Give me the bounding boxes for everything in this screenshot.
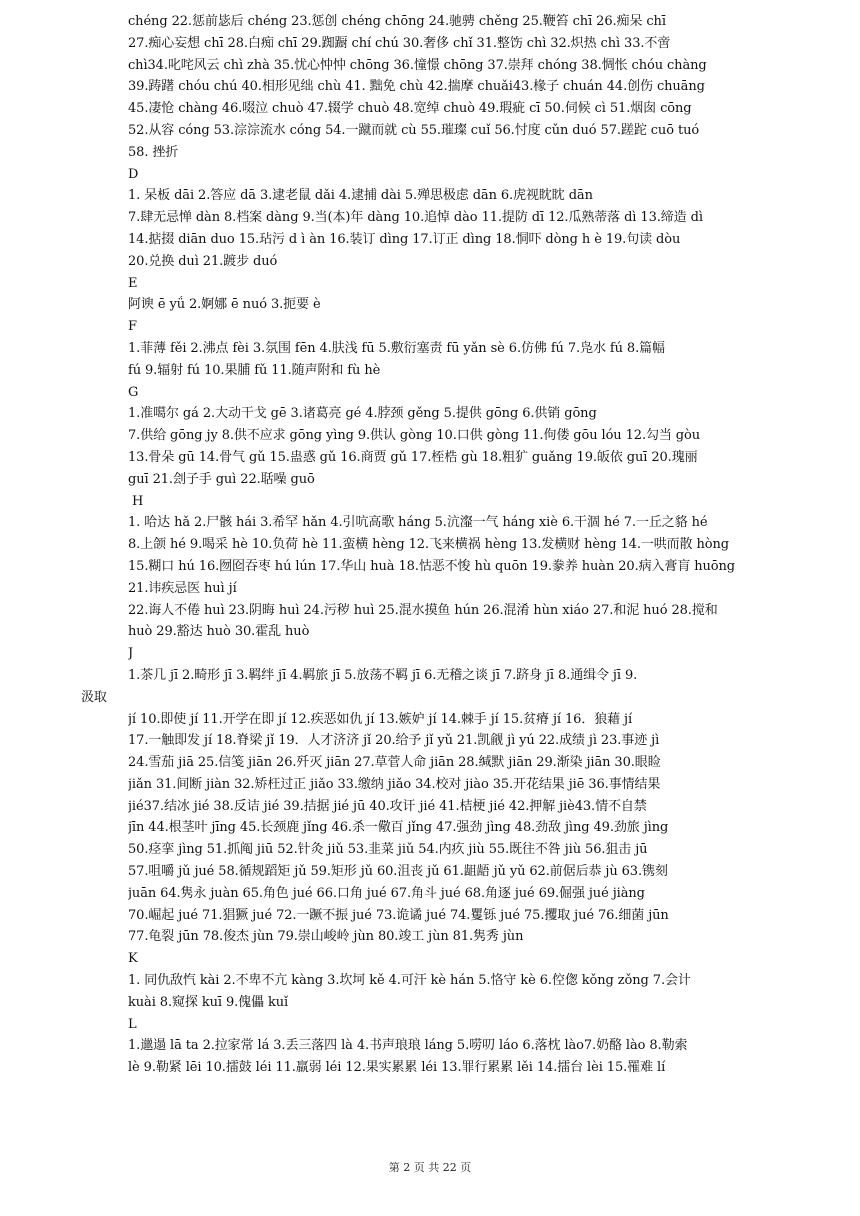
vocabulary-line: jiǎn 31.间断 jiàn 32.矫枉过正 jiǎo 33.缴纳 jiǎo 34.校对 jiào 35.开花结果 jiē 36.事情结果 — [128, 776, 661, 792]
vocabulary-line: kuài 8.窥探 kuī 9.傀儡 kuǐ — [128, 994, 289, 1010]
vocabulary-line: 22.诲人不倦 huì 23.阴晦 huì 24.污秽 huì 25.混水摸鱼 hún 26.混淆 hùn xiáo 27.和泥 huó 28.搅和 — [128, 602, 718, 618]
vocabulary-line: chì34.叱咤风云 chì zhà 35.忧心忡忡 chōng 36.憧憬 chōng 37.崇拜 chóng 38.惆怅 chóu chàng — [128, 57, 707, 73]
section-heading: H — [132, 493, 144, 509]
vocabulary-line: juān 64.隽永 juàn 65.角色 jué 66.口角 jué 67.角斗 jué 68.角逐 jué 69.倔强 jué jiàng — [128, 885, 645, 901]
vocabulary-line: 1.邋遢 lā ta 2.拉家常 lá 3.丢三落四 là 4.书声琅琅 láng 5.唠叨 láo 6.落枕 lào7.奶酪 lào 8.勒索 — [128, 1038, 688, 1054]
vocabulary-line: 15.糊口 hú 16.囫囵吞枣 hú lún 17.华山 huà 18.怙恶不悛 hù quōn 19.豢养 huàn 20.病入膏肓 huōng — [128, 558, 736, 574]
vocabulary-line: jí 10.即使 jí 11.开学在即 jí 12.疾恶如仇 jí 13.嫉妒 jí 14.棘手 jí 15.贫瘠 jí 16．狼藉 jí — [128, 711, 633, 727]
page-footer: 第 2 页 共 22 页 — [388, 1161, 472, 1174]
vocabulary-line: 7.肆无忌惮 dàn 8.档案 dàng 9.当(本)年 dàng 10.追悼 dào 11.提防 dī 12.瓜熟蒂落 dì 13.缔造 dì — [128, 210, 703, 226]
vocabulary-line: chéng 22.惩前毖后 chéng 23.惩创 chéng chōng 24.驰骋 chěng 25.鞭笞 chī 26.痴呆 chī — [128, 14, 666, 29]
vocabulary-line: 50.痉挛 jìng 51.抓阄 jiū 52.针灸 jiǔ 53.韭菜 jiǔ 54.内疚 jiù 55.既往不咎 jiù 56.狙击 jū — [128, 842, 648, 858]
vocabulary-line: 8.上颌 hé 9.喝采 hè 10.负荷 hè 11.蛮横 hèng 12.飞来横祸 hèng 13.发横财 hèng 14.一哄而散 hòng — [128, 537, 729, 553]
vocabulary-line: 1. 呆板 dāi 2.答应 dā 3.逮老鼠 dǎi 4.逮捕 dài 5.殚思极虑 dān 6.虎视眈眈 dān — [128, 188, 593, 204]
vocabulary-line: 39.踌躇 chóu chú 40.相形见绌 chù 41. 黜免 chù 42.揣摩 chuǎi43.椽子 chuán 44.创伤 chuāng — [128, 79, 705, 95]
vocabulary-line: 20.兑换 duì 21.踱步 duó — [128, 253, 278, 269]
vocabulary-line: 17.一触即发 jí 18.脊梁 jǐ 19．人才济济 jǐ 20.给予 jǐ yǔ 21.凯觎 jì yú 22.成绩 jì 23.事迹 jì — [128, 733, 660, 749]
vocabulary-line: 27.痴心妄想 chī 28.白痴 chī 29.踟蹰 chí chú 30.奢侈 chǐ 31.整饬 chì 32.炽热 chì 33.不啻 — [128, 35, 671, 51]
vocabulary-line: 77.龟裂 jūn 78.俊杰 jùn 79.崇山峻岭 jùn 80.竣工 jùn 81.隽秀 jùn — [128, 929, 524, 945]
vocabulary-line: 1.准噶尔 gá 2.大动干戈 gē 3.诸葛亮 gé 4.脖颈 gěng 5.提供 gōng 6.供销 gōng — [128, 406, 597, 422]
vocabulary-line: 52.从容 cóng 53.淙淙流水 cóng 54.一蹴而就 cù 55.璀璨 cuǐ 56.忖度 cǔn duó 57.蹉跎 cuō tuó — [128, 122, 700, 138]
vocabulary-line: 45.凄怆 chàng 46.啜泣 chuò 47.辍学 chuò 48.宽绰 chuò 49.瑕疵 cī 50.伺候 cì 51.烟囱 cōng — [128, 101, 692, 117]
section-heading: G — [128, 384, 139, 400]
vocabulary-line: 70.崛起 jué 71.猖獗 jué 72.一蹶不振 jué 73.诡谲 jué 74.矍铄 jué 75.攫取 jué 76.细菌 jūn — [128, 907, 669, 923]
vocabulary-line: 57.咀嚼 jǔ jué 58.循规蹈矩 jǔ 59.矩形 jǔ 60.沮丧 jǔ 61.龃龉 jǔ yǔ 62.前倨后恭 jù 63.镌刻 — [128, 864, 668, 880]
vocabulary-line: 58. 挫折 — [128, 144, 179, 160]
vocabulary-line: 7.供给 gōng jy 8.供不应求 gōng yìng 9.供认 gòng 10.口供 gòng 11.佝偻 gōu lóu 12.勾当 gòu — [128, 428, 701, 444]
vocabulary-line: 1. 哈达 hǎ 2.尸骸 hái 3.希罕 hǎn 4.引吭高歌 háng 5.沆瀣一气 háng xiè 6.干涸 hé 7.一丘之貉 hé — [128, 515, 708, 531]
vocabulary-line: 1.菲薄 fěi 2.沸点 fèi 3.氛围 fēn 4.肤浅 fū 5.敷衍塞责 fū yǎn sè 6.仿佛 fú 7.凫水 fú 8.篇幅 — [128, 340, 665, 356]
vocabulary-line: jīn 44.根茎叶 jīng 45.长颈鹿 jǐng 46.杀一儆百 jǐng 47.强劲 jìng 48.劲敌 jìng 49.劲旅 jìng — [128, 820, 669, 836]
vocabulary-line: 1. 同仇敌忾 kài 2.不卑不亢 kàng 3.坎坷 kě 4.可汗 kè hán 5.恪守 kè 6.倥偬 kǒng zǒng 7.会计 — [128, 973, 691, 989]
section-heading: J — [128, 646, 134, 662]
vocabulary-line: fú 9.辐射 fú 10.果脯 fǔ 11.随声附和 fù hè — [128, 362, 381, 378]
vocabulary-line: 21.讳疾忌医 huì jí — [128, 580, 237, 596]
section-heading: E — [128, 275, 138, 291]
vocabulary-line: 13.骨朵 gū 14.骨气 gǔ 15.蛊惑 gǔ 16.商贾 gǔ 17.桎梏 gù 18.粗犷 guǎng 19.皈依 guī 20.瑰丽 — [128, 449, 698, 465]
section-heading: F — [128, 319, 137, 335]
vocabulary-line: jié37.结冰 jié 38.反诘 jié 39.拮据 jié jū 40.攻讦 jié 41.桔梗 jié 42.押解 jiè43.情不自禁 — [128, 798, 647, 814]
vocabulary-line: 24.雪茄 jiā 25.信笺 jiān 26.歼灭 jiān 27.草菅人命 jiān 28.缄默 jiān 29.渐染 jiān 30.眼睑 — [128, 755, 661, 771]
vocabulary-line: 14.掂掇 diān duo 15.玷污 d ì àn 16.装订 dìng 17.订正 dìng 18.恫吓 dòng h è 19.句读 dòu — [128, 231, 681, 247]
section-heading: L — [128, 1016, 137, 1032]
vocabulary-list — [81, 11, 788, 1079]
vocabulary-line: 1.茶几 jī 2.畸形 jī 3.羁绊 jī 4.羁旅 jī 5.放荡不羁 jī 6.无稽之谈 jī 7.跻身 jī 8.通缉令 jī 9. — [128, 667, 638, 683]
vocabulary-line: 汲取 — [81, 689, 107, 705]
section-heading: D — [128, 166, 139, 182]
vocabulary-line: lè 9.勒紧 lēi 10.擂鼓 léi 11.羸弱 léi 12.果实累累 léi 13.罪行累累 lěi 14.擂台 lèi 15.罹难 lí — [128, 1060, 666, 1076]
vocabulary-line: guī 21.刽子手 guì 22.聒噪 guō — [128, 471, 315, 487]
section-heading: K — [128, 951, 138, 967]
vocabulary-line: huò 29.豁达 huò 30.霍乱 huò — [128, 624, 310, 640]
vocabulary-line: 阿谀 ē yǘ 2.婀娜 ē nuó 3.扼要 è — [128, 297, 321, 313]
